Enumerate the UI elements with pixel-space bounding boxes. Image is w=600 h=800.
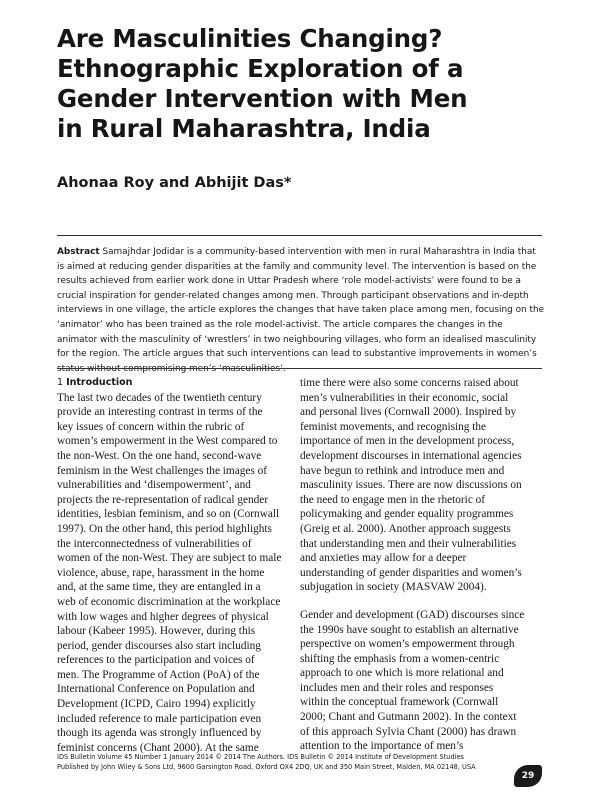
body-text-line: men’s vulnerabilities in their economic, social bbox=[300, 391, 509, 404]
body-text-line: 1997). On the other hand, this period highlights bbox=[57, 522, 272, 535]
right-column-paragraph-1 bbox=[300, 376, 540, 595]
body-text-line: time there were also some concerns raised about bbox=[300, 377, 519, 389]
body-text-line: Gender and development (GAD) discourses since bbox=[300, 608, 525, 621]
body-text-line: attention to the importance of men’s bbox=[300, 740, 464, 753]
body-text-line: of this approach Sylvia Chant (2000) has drawn bbox=[300, 725, 517, 738]
right-column-paragraph-2 bbox=[300, 608, 540, 754]
abstract-line: results achieved from earlier work done in Uttar Pradesh where ‘role model-activists’ were found to be a bbox=[57, 276, 521, 287]
body-text-line: and anxieties may allow for a deeper bbox=[300, 552, 467, 565]
body-text-line: with low wages and higher degrees of physical bbox=[57, 610, 269, 623]
body-text-line: have begun to rethink and introduce men and bbox=[300, 464, 505, 477]
title-line: Are Masculinities Changing? bbox=[57, 24, 443, 53]
body-text-line: period, gender discourses also start including bbox=[57, 639, 261, 652]
abstract-line: for the region. The article argues that such interventions can lead to substantive improvements in women’s bbox=[57, 349, 537, 360]
body-text-line: projects the re-representation of radical gender bbox=[57, 493, 269, 506]
title-line: Ethnographic Exploration of a bbox=[57, 54, 464, 83]
abstract-line bbox=[57, 245, 542, 260]
body-text-line: understanding of gender disparities and women’s bbox=[300, 566, 522, 579]
left-column bbox=[57, 376, 297, 755]
body-text-line: subjugation in society (MASVAW 2004). bbox=[300, 581, 487, 594]
section-title: Introduction bbox=[66, 377, 133, 388]
authors: Ahonaa Roy and Abhijit Das* bbox=[57, 175, 292, 191]
body-text-line: the 1990s have sought to establish an alternative bbox=[300, 623, 519, 636]
footer-publisher: Published by John Wiley & Sons Ltd, 9600 Garsington Road, Oxford OX4 2DQ, UK and 350 Main Street, Malden, MA 02148, USA bbox=[57, 763, 476, 771]
footer-citation: IDS Bulletin Volume 45 Number 1 January 2014 © 2014 The Authors. IDS Bulletin © 2014 Institute of Development Studies bbox=[57, 753, 464, 761]
body-text-line: feminism in the West challenges the images of bbox=[57, 464, 268, 477]
abstract-line: animator with the masculinity of ‘wrestlers’ in two neighbouring villages, who form an idealised masculinity bbox=[57, 334, 537, 345]
paragraph-gap bbox=[300, 595, 540, 608]
article-title bbox=[57, 24, 557, 144]
body-text-line: development discourses in international agencies bbox=[300, 449, 522, 462]
body-text-line: Development (ICPD, Cairo 1994) explicitly bbox=[57, 698, 256, 711]
body-text-line: vulnerabilities and ‘disempowerment’, and bbox=[57, 479, 251, 492]
section-number: 1 bbox=[57, 377, 64, 388]
body-text-line: masculinity issues. There are now discussions on bbox=[300, 479, 522, 492]
body-text-line: 2000; Chant and Gutmann 2002). In the context bbox=[300, 711, 517, 724]
body-text-line: women of the non-West. They are subject to male bbox=[57, 552, 282, 565]
body-text-line: the need to engage men in the rhetoric of bbox=[300, 493, 486, 506]
body-text-line: within the conceptual framework (Cornwall bbox=[300, 696, 499, 709]
abstract-line: crucial inspiration for gender-related changes among men. Through participant observations and in-depth bbox=[57, 290, 529, 301]
left-column-body bbox=[57, 391, 297, 756]
body-text-line: references to the participation and voices of bbox=[57, 654, 255, 667]
abstract-top-rule bbox=[57, 235, 542, 236]
abstract-line: is aimed at reducing gender disparities at the family and community level. The intervention is based on the bbox=[57, 261, 537, 272]
body-text-line: key issues of concern within the rubric of bbox=[57, 420, 245, 433]
body-text-line: women’s empowerment in the West compared to bbox=[57, 435, 278, 448]
abstract bbox=[57, 245, 545, 376]
body-text-line: importance of men in the development process, bbox=[300, 435, 515, 448]
body-text-line: identities, lesbian feminism, and so on (Cornwall bbox=[57, 508, 280, 521]
body-text-line: includes men and their roles and responses bbox=[300, 681, 494, 694]
body-text-line: and, at the same time, they are entangled in a bbox=[57, 581, 261, 594]
body-text-line: violence, abuse, rape, harassment in the home bbox=[57, 566, 265, 579]
body-text-line: approach to one which is more relational and bbox=[300, 667, 504, 680]
section-heading bbox=[57, 376, 297, 391]
body-text-line: International Conference on Population and bbox=[57, 683, 255, 696]
title-line: Gender Intervention with Men bbox=[57, 84, 468, 113]
body-text-line: feminist concerns (Chant 2000). At the same bbox=[57, 741, 259, 754]
body-text-line: though its agenda was strongly influenced by bbox=[57, 727, 262, 740]
body-text-line: labour (Kabeer 1995). However, during this bbox=[57, 625, 256, 638]
page-number-badge: 29 bbox=[514, 765, 542, 787]
title-line: in Rural Maharashtra, India bbox=[57, 114, 431, 143]
abstract-label: Abstract bbox=[57, 247, 100, 257]
right-column bbox=[300, 376, 540, 754]
abstract-line: status without compromising men’s ‘masculinities’. bbox=[57, 363, 286, 374]
body-text-line: the interconnectedness of vulnerabilities of bbox=[57, 537, 252, 550]
abstract-bottom-rule bbox=[57, 368, 542, 369]
abstract-line: ‘animator’ who has been trained as the role model-activist. The article compares the changes in the bbox=[57, 319, 503, 330]
body-text-line: men. The Programme of Action (PoA) of the bbox=[57, 668, 260, 681]
abstract-text: Samajhdar Jodidar is a community-based intervention with men in rural Maharashtra in India that bbox=[102, 247, 536, 257]
body-text-line: and personal lives (Cornwall 2000). Inspired by bbox=[300, 406, 517, 419]
body-text-line: web of economic discrimination at the workplace bbox=[57, 595, 281, 608]
body-text-line: perspective on women’s empowerment through bbox=[300, 638, 515, 651]
body-text-line: that understanding men and their vulnerabilities bbox=[300, 537, 517, 550]
body-text-line: shifting the emphasis from a women-centric bbox=[300, 652, 500, 665]
body-text-line: The last two decades of the twentieth century bbox=[57, 391, 262, 404]
abstract-line: interviews in one village, the article explores the changes that have taken place among men, focusing on the bbox=[57, 305, 545, 316]
body-text-line: provide an interesting contrast in terms of the bbox=[57, 406, 263, 419]
body-text-line: the non-West. On the one hand, second-wave bbox=[57, 449, 262, 462]
body-text-line: included reference to male participation even bbox=[57, 712, 262, 725]
body-text-line: feminist movements, and recognising the bbox=[300, 420, 487, 433]
body-text-line: (Greig et al. 2000). Another approach suggests bbox=[300, 522, 511, 535]
body-text-line: policymaking and gender equality programmes bbox=[300, 508, 514, 521]
footer bbox=[57, 752, 542, 772]
